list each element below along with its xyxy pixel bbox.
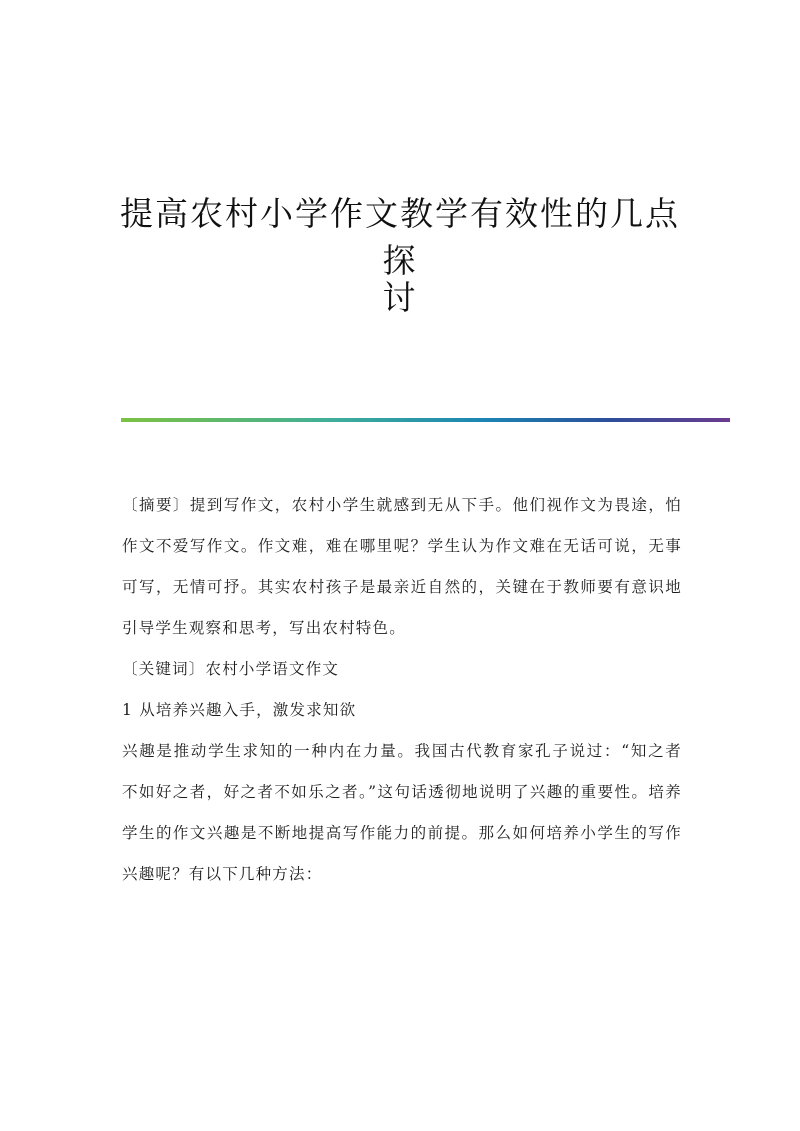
abstract-paragraph: 〔摘要〕提到写作文，农村小学生就感到无从下手。他们视作文为畏途，怕作文不爱写作文。作文难，难在哪里呢？学生认为作文难在无话可说，无事可写，无情可抒。其实农村孩子是最亲近自然的，关键在于教师要有意识地引导学生观察和思考，写出农村特色。 [122,496,682,637]
document-title-line-2: 讨 [382,278,418,317]
document-body [122,485,682,895]
keywords-paragraph: 〔关键词〕农村小学语文作文 [122,660,340,678]
document-title-line-1: 提高农村小学作文教学有效性的几点探 [120,194,680,280]
section-paragraph: 兴趣是推动学生求知的一种内在力量。我国古代教育家孔子说过：“知之者不如好之者，好之者不如乐之者。”这句话透彻地说明了兴趣的重要性。培养学生的作文兴趣是不断地提高写作能力的前提。那么如何培养小学生的写作兴趣呢？有以下几种方法： [122,742,682,883]
title-divider [121,418,730,422]
section-heading: 1 从培养兴趣入手，激发求知欲 [122,701,357,719]
